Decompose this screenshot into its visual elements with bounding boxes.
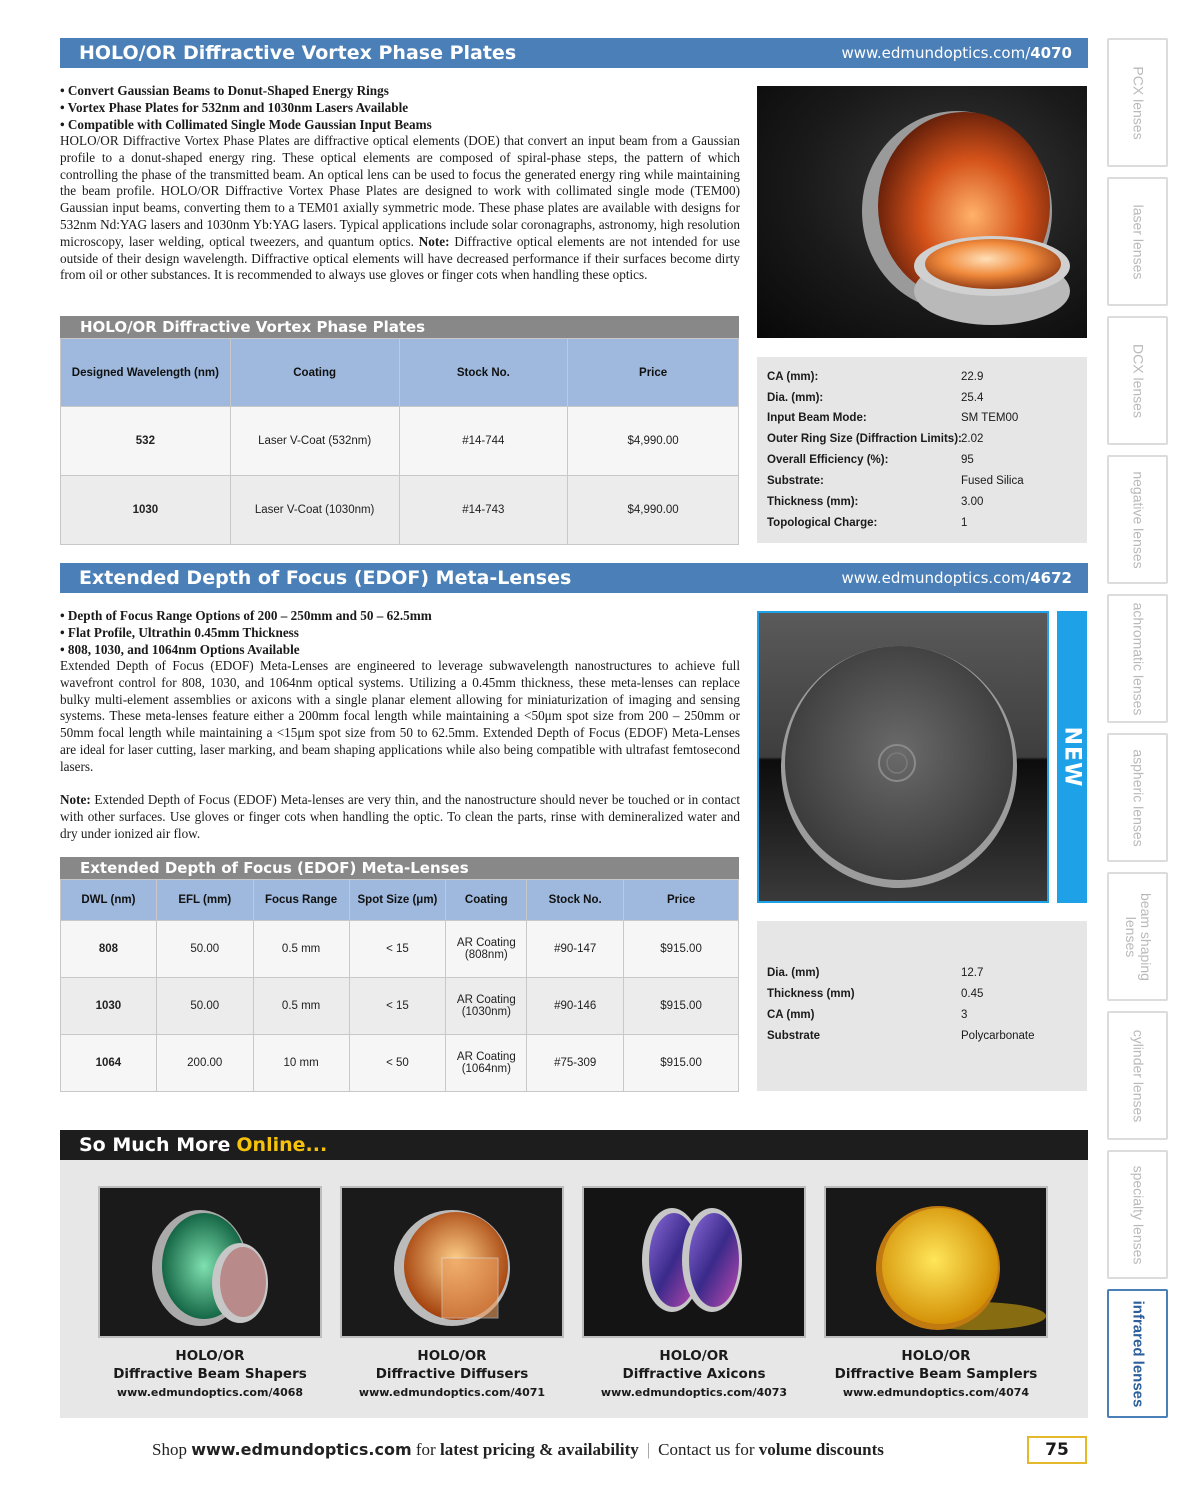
tab-aspheric-lenses[interactable]: aspheric lenses	[1107, 733, 1168, 862]
table-title: HOLO/OR Diffractive Vortex Phase Plates	[60, 316, 739, 338]
cell-dwl: 1064	[61, 1035, 157, 1092]
description: Extended Depth of Focus (EDOF) Meta-Lenses are engineered to leverage subwavelength nanostructures to achieve full wavefront control for 808, 1030, and 1064nm optical systems. Utilizing a 0.45mm thickness, these meta-lenses can replace bulky multi-element assemblies or axicons with a single planar element allowing for miniaturization of imaging and sensing systems. These meta-lenses feature either a 200mm focal length while maintaining a <50μm spot size from 200 – 250mm or 50mm focal length while maintaining a <15μm spot size from 50 to 62.5mm. Extended Depth of Focus (EDOF) Meta-Lenses are ideal for laser cutting, laser marking, and beam shaping applications while also being compatible with ultrafast femtosecond lasers.	[60, 658, 740, 774]
cell-spot-size: < 15	[349, 921, 446, 978]
cell-wavelength: 1030	[61, 476, 231, 545]
tab-specialty-lenses[interactable]: specialty lenses	[1107, 1150, 1168, 1279]
item-title: Diffractive Diffusers	[375, 1366, 529, 1382]
table-row	[61, 921, 739, 978]
cell-price: $4,990.00	[568, 476, 739, 545]
spec-row: Outer Ring Size (Diffraction Limits): 2.02	[767, 433, 984, 445]
spec-row: Topological Charge: 1	[767, 517, 968, 529]
page-footer	[0, 1436, 1200, 1466]
tab-pcx-lenses[interactable]: PCX lenses	[1107, 38, 1168, 167]
column-header: Spot Size (μm)	[349, 880, 446, 921]
feature-item: • Flat Profile, Ultrathin 0.45mm Thickness	[60, 624, 299, 640]
cell-stock-no[interactable]: #14-744	[399, 407, 568, 476]
cell-efl: 200.00	[156, 1035, 253, 1092]
edof-table	[60, 879, 739, 1092]
item-title: Diffractive Beam Samplers	[834, 1366, 1038, 1382]
cell-coating: AR Coating (1030nm)	[446, 978, 527, 1035]
new-badge	[1057, 611, 1087, 903]
cell-coating: AR Coating (1064nm)	[446, 1035, 527, 1092]
feature-list	[60, 608, 740, 658]
column-header: Coating	[230, 339, 399, 407]
cell-dwl: 808	[61, 921, 157, 978]
spec-row: CA (mm) 3	[767, 1009, 968, 1021]
meta-lens-photo	[757, 611, 1049, 903]
table-row	[61, 978, 739, 1035]
item-url[interactable]: www.edmundoptics.com/4074	[842, 1386, 1030, 1399]
vortex-table	[60, 338, 739, 545]
section-title: Extended Depth of Focus (EDOF) Meta-Lenses	[79, 567, 572, 589]
tab-infrared-lenses[interactable]: infrared lenses	[1107, 1289, 1168, 1418]
item-brand: HOLO/OR	[901, 1348, 971, 1364]
beam-shapers-photo	[98, 1186, 322, 1338]
footer-site-link[interactable]: www.edmundoptics.com	[191, 1440, 412, 1459]
tab-dcx-lenses[interactable]: DCX lenses	[1107, 316, 1168, 445]
spec-row: CA (mm): 22.9	[767, 371, 984, 383]
item-brand: HOLO/OR	[175, 1348, 245, 1364]
cell-stock-no[interactable]: #90-147	[527, 921, 624, 978]
cell-spot-size: < 50	[349, 1035, 446, 1092]
spec-row: Overall Efficiency (%): 95	[767, 454, 974, 466]
column-header: EFL (mm)	[156, 880, 253, 921]
item-url[interactable]: www.edmundoptics.com/4071	[358, 1386, 546, 1399]
item-url[interactable]: www.edmundoptics.com/4068	[116, 1386, 304, 1399]
tab-negative-lenses[interactable]: negative lenses	[1107, 455, 1168, 584]
page-number: 75	[1027, 1436, 1087, 1464]
section-title: HOLO/OR Diffractive Vortex Phase Plates	[79, 42, 517, 64]
table-row	[61, 407, 739, 476]
cell-efl: 50.00	[156, 921, 253, 978]
column-header: Stock No.	[399, 339, 568, 407]
feature-item: • 808, 1030, and 1064nm Options Available	[60, 641, 300, 657]
spec-row: Substrate: Fused Silica	[767, 475, 1024, 487]
cell-efl: 50.00	[156, 978, 253, 1035]
column-header: Designed Wavelength (nm)	[61, 339, 231, 407]
cell-stock-no[interactable]: #14-743	[399, 476, 568, 545]
feature-item: • Depth of Focus Range Options of 200 – 250mm and 50 – 62.5mm	[60, 608, 432, 623]
feature-list	[60, 83, 740, 133]
feature-item: • Vortex Phase Plates for 532nm and 1030nm Lasers Available	[60, 99, 409, 115]
spec-row: Substrate Polycarbonate	[767, 1030, 1035, 1042]
description: HOLO/OR Diffractive Vortex Phase Plates are diffractive optical elements (DOE) that convert an input beam from a Gaussian profile to a donut-shaped energy ring. These optical elements are composed of spiral-phase steps, the pattern of which controlling the phase of the transmitted beam. An optical lens can be used to focus the generated energy ring while maintaining the beam profile. HOLO/OR Diffractive Vortex Phase Plates are designed to work with collimated single mode (TEM00) Gaussian input beams, converting them to a TEM01 axially symmetric mode. These phase plates are available with designs for 532nm Nd:YAG lasers and 1030nm Yb:YAG lasers. Typical applications include solar coronagraphs, astronomy, high resolution microscopy, laser welding, optical tweezers, and quantum optics. Note: Diffractive optical elements are not intended for use outside of their design wavelength. Diffractive optical elements will have decreased performance if their surfaces become dirty from oil or other substances. It is recommended to always use gloves or finger cots when handling these optics.	[60, 133, 740, 283]
cell-coating: AR Coating (808nm)	[446, 921, 527, 978]
tab-laser-lenses[interactable]: laser lenses	[1107, 177, 1168, 306]
feature-item: • Convert Gaussian Beams to Donut-Shaped Energy Rings	[60, 83, 389, 98]
cell-price: $915.00	[624, 1035, 739, 1092]
item-brand: HOLO/OR	[659, 1348, 729, 1364]
spec-row: Thickness (mm): 3.00	[767, 496, 984, 508]
vortex-plates-photo	[757, 86, 1087, 338]
column-header: Coating	[446, 880, 527, 921]
column-header: Stock No.	[527, 880, 624, 921]
cell-price: $915.00	[624, 978, 739, 1035]
cell-coating: Laser V-Coat (532nm)	[230, 407, 399, 476]
cell-focus-range: 10 mm	[253, 1035, 349, 1092]
tab-beam-shaping-lenses[interactable]: beam shaping lenses	[1107, 872, 1168, 1001]
footer-text: Shop www.edmundoptics.com for latest pricing & availability | Contact us for volume discounts	[152, 1440, 884, 1459]
table-title: Extended Depth of Focus (EDOF) Meta-Lenses	[60, 857, 739, 879]
cell-stock-no[interactable]: #90-146	[527, 978, 624, 1035]
tab-achromatic-lenses[interactable]: achromatic lenses	[1107, 594, 1168, 723]
column-header: DWL (nm)	[61, 880, 157, 921]
vortex-specs	[757, 357, 1087, 543]
beam-samplers-photo	[824, 1186, 1048, 1338]
note: Note: Extended Depth of Focus (EDOF) Meta-lenses are very thin, and the nanostructure should never be touched or in contact with other surfaces. Use gloves or finger cots when handling the optic. To clean the parts, rinse with demineralized water and dry under ionized air flow.	[60, 792, 740, 841]
cell-focus-range: 0.5 mm	[253, 978, 349, 1035]
section-url[interactable]: www.edmundoptics.com/4672	[841, 569, 1072, 587]
diffusers-photo	[340, 1186, 564, 1338]
item-title: Diffractive Axicons	[622, 1366, 766, 1382]
spec-row: Input Beam Mode: SM TEM00	[767, 412, 1019, 424]
table-row	[61, 476, 739, 545]
column-header: Focus Range	[253, 880, 349, 921]
cell-price: $4,990.00	[568, 407, 739, 476]
cell-focus-range: 0.5 mm	[253, 921, 349, 978]
spec-row: Dia. (mm): 25.4	[767, 392, 984, 404]
cell-wavelength: 532	[61, 407, 231, 476]
section-url[interactable]: www.edmundoptics.com/4070	[841, 44, 1072, 62]
cell-stock-no[interactable]: #75-309	[527, 1035, 624, 1092]
cell-coating: Laser V-Coat (1030nm)	[230, 476, 399, 545]
section-header-edof	[60, 563, 1088, 593]
online-header: So Much More Online...	[60, 1130, 1088, 1160]
cell-dwl: 1030	[61, 978, 157, 1035]
edof-specs	[757, 921, 1087, 1091]
online-panel	[60, 1130, 1088, 1418]
new-label: NEW	[1059, 726, 1085, 788]
column-header: Price	[568, 339, 739, 407]
spec-row: Thickness (mm) 0.45	[767, 988, 984, 1000]
cell-spot-size: < 15	[349, 978, 446, 1035]
tab-cylinder-lenses[interactable]: cylinder lenses	[1107, 1011, 1168, 1140]
item-title: Diffractive Beam Shapers	[113, 1366, 307, 1382]
feature-item: • Compatible with Collimated Single Mode Gaussian Input Beams	[60, 116, 432, 132]
spec-row: Dia. (mm) 12.7	[767, 967, 984, 979]
section-header-vortex	[60, 38, 1088, 68]
table-row	[61, 1035, 739, 1092]
axicons-photo	[582, 1186, 806, 1338]
cell-price: $915.00	[624, 921, 739, 978]
column-header: Price	[624, 880, 739, 921]
item-brand: HOLO/OR	[417, 1348, 487, 1364]
item-url[interactable]: www.edmundoptics.com/4073	[600, 1386, 788, 1399]
